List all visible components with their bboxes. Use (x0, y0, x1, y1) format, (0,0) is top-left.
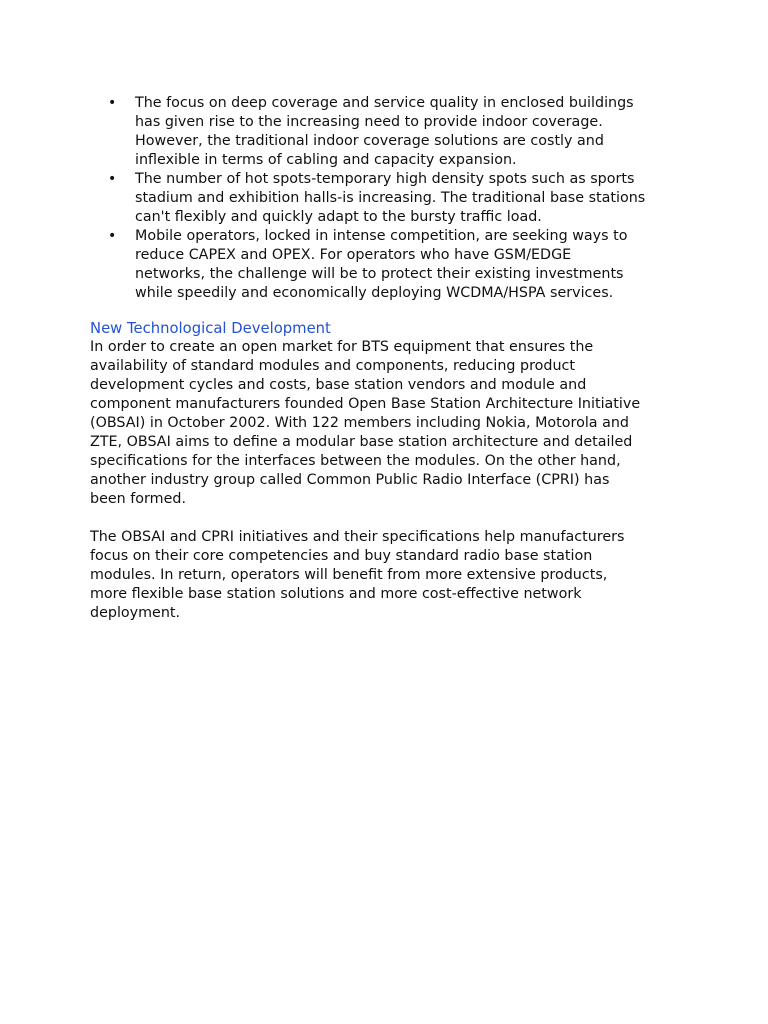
bullet-list (108, 94, 668, 303)
section-new-technological-development (90, 319, 680, 623)
bullet-icon: • (108, 228, 117, 244)
paragraph: The OBSAI and CPRI initiatives and their specifications help manufacturers focus on their core competencies and buy standard radio base station modules. In return, operators will benefit from more extensive products, more flexible base station solutions and more cost-effective network deployment. (90, 529, 625, 621)
list-item (108, 94, 668, 170)
bullet-icon: • (108, 95, 117, 111)
bullet-text: Mobile operators, locked in intense competition, are seeking ways to reduce CAPEX and OPEX. For operators who have GSM/EDGE networks, the challenge will be to protect their existing investments while speedily and economically deploying WCDMA/HSPA services. (135, 228, 628, 301)
list-item (108, 170, 668, 227)
paragraph: In order to create an open market for BTS equipment that ensures the availability of standard modules and components, reducing product development cycles and costs, base station vendors and module and component manufacturers founded Open Base Station Architecture Initiative (OBSAI) in October 2002. With 122 members including Nokia, Motorola and ZTE, OBSAI aims to define a modular base station architecture and detailed specifications for the interfaces between the modules. On the other hand, another industry group called Common Public Radio Interface (CPRI) has been formed. (90, 339, 641, 507)
bullet-icon: • (108, 171, 117, 187)
section-heading: New Technological Development (90, 320, 331, 337)
list-item (108, 227, 668, 303)
bullet-text: The focus on deep coverage and service quality in enclosed buildings has given rise to the increasing need to provide indoor coverage. However, the traditional indoor coverage solutions are costly and inflexible in terms of cabling and capacity expansion. (135, 95, 634, 168)
bullet-text: The number of hot spots-temporary high density spots such as sports stadium and exhibition halls-is increasing. The traditional base stations can't flexibly and quickly adapt to the bursty traffic load. (135, 171, 646, 225)
